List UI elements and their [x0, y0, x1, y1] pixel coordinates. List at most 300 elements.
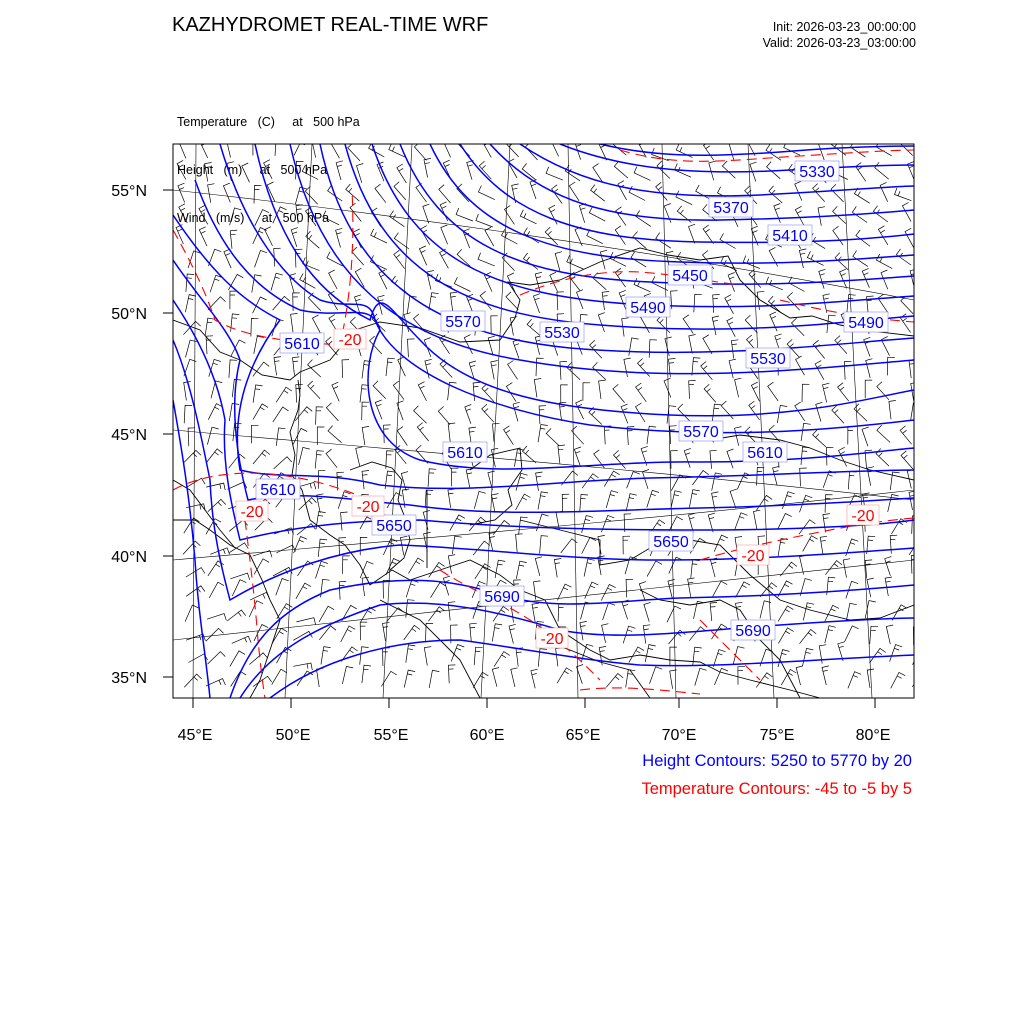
wind-barb	[418, 382, 426, 401]
wind-barb	[464, 335, 472, 354]
wind-barb	[636, 383, 647, 402]
wind-barb	[308, 381, 320, 399]
wind-barb	[210, 548, 229, 555]
wind-barb	[328, 291, 337, 310]
wind-barb	[360, 647, 369, 665]
wind-barb	[342, 360, 349, 378]
wind-barb	[208, 499, 226, 511]
wind-barb	[211, 381, 222, 398]
wind-barb	[448, 665, 455, 683]
wind-barb	[714, 535, 728, 552]
wind-barb	[494, 652, 510, 667]
wind-barb	[511, 604, 518, 623]
field-height: Height (m) at 500 hPa	[177, 163, 328, 177]
wind-barb	[210, 275, 222, 292]
wind-barb	[888, 357, 895, 375]
temp-label: -20	[540, 631, 564, 648]
wind-barb	[373, 381, 386, 399]
wind-barb	[408, 339, 415, 357]
height-label: 5450	[672, 268, 708, 285]
wind-barb	[183, 321, 200, 334]
wind-barb	[713, 295, 720, 313]
wind-barb	[511, 668, 518, 687]
lon-label: 70°E	[661, 727, 697, 744]
wind-barb	[902, 203, 911, 222]
wind-barb	[645, 645, 656, 663]
wind-barb	[569, 182, 579, 201]
wind-barb	[647, 561, 662, 577]
height-label: 5490	[630, 300, 666, 317]
wind-barb	[375, 184, 386, 203]
wind-barb	[223, 183, 230, 202]
wind-barb	[184, 405, 192, 423]
wind-barb	[478, 253, 495, 266]
wind-barb	[745, 315, 757, 333]
wind-barb	[678, 404, 691, 422]
wind-barb	[769, 425, 781, 443]
wind-barb	[823, 471, 836, 488]
wind-barb	[848, 427, 855, 445]
wind-barb	[709, 161, 716, 180]
wind-barb	[656, 182, 668, 200]
wind-barb	[629, 647, 644, 663]
wind-barb	[470, 623, 477, 642]
wind-barb	[844, 361, 851, 379]
wind-barb	[352, 247, 364, 265]
wind-barb	[362, 426, 369, 445]
wind-barb	[796, 666, 803, 685]
temperature-contour-legend: Temperature Contours: -45 to -5 by 5	[641, 780, 912, 798]
wind-barb	[703, 335, 712, 354]
wind-barb	[183, 450, 201, 463]
wind-barb	[291, 313, 298, 332]
height-label: 5330	[799, 164, 835, 181]
wind-barb	[296, 618, 315, 625]
wind-barb	[516, 561, 527, 579]
wind-barb	[206, 449, 223, 463]
wind-barb	[649, 340, 657, 358]
wind-barb	[397, 427, 407, 446]
wind-barb	[264, 160, 273, 179]
wind-barb	[428, 607, 444, 621]
wind-barb	[725, 295, 734, 314]
wind-barb	[624, 358, 631, 377]
wind-barb	[787, 292, 799, 310]
wind-barb	[492, 494, 499, 513]
wind-barb	[424, 158, 431, 177]
wind-barb	[866, 359, 873, 378]
wind-barb	[599, 380, 606, 399]
wind-barb	[242, 163, 250, 182]
wind-barb	[626, 579, 633, 597]
wind-barb	[474, 647, 482, 665]
wind-barb	[727, 449, 734, 468]
wind-barb	[712, 581, 727, 597]
wind-barb	[473, 541, 490, 555]
wind-barb	[452, 468, 459, 486]
height-label: 5570	[445, 314, 481, 331]
wind-barb	[534, 379, 541, 398]
wind-barb	[406, 645, 416, 663]
wind-barb	[890, 535, 897, 553]
wind-barb	[792, 318, 805, 336]
height-label: 5650	[376, 518, 412, 535]
wind-barb	[710, 558, 717, 577]
wind-barb	[480, 291, 491, 309]
wind-barb	[397, 164, 407, 183]
wind-barb	[276, 545, 295, 553]
valid-time: Valid: 2026-03-23_03:00:00	[762, 36, 916, 50]
wind-barb	[232, 636, 251, 643]
wind-barb	[689, 627, 706, 641]
wind-barb	[439, 185, 451, 203]
wind-barb	[626, 494, 637, 512]
wind-barb	[316, 407, 324, 425]
wind-barb	[341, 626, 356, 642]
wind-barb	[254, 186, 262, 204]
wind-barb	[443, 138, 450, 157]
wind-barb	[567, 255, 584, 269]
wind-barb	[561, 385, 568, 403]
lon-label: 65°E	[565, 727, 601, 744]
wind-barb	[253, 404, 268, 420]
wind-barb	[629, 338, 639, 356]
wind-barb	[914, 603, 930, 617]
wind-barb	[232, 580, 246, 596]
wind-barb	[429, 563, 445, 578]
wind-barb	[303, 257, 320, 270]
wind-barb	[414, 142, 426, 160]
wind-barb	[665, 337, 672, 356]
wind-barb	[623, 536, 630, 554]
wind-barb	[504, 426, 514, 445]
wind-barb	[329, 270, 338, 289]
wind-barb	[538, 492, 548, 510]
wind-barb	[275, 138, 283, 156]
wind-barb	[845, 626, 859, 642]
wind-barb	[789, 277, 805, 292]
wind-barb	[443, 576, 450, 595]
wind-barb	[458, 138, 470, 156]
height-label: 5610	[747, 445, 783, 462]
wind-barb	[644, 602, 651, 621]
wind-barb	[896, 249, 911, 265]
wind-barb	[823, 383, 830, 402]
wind-barb	[881, 270, 888, 289]
wind-barb	[527, 319, 541, 336]
wind-barb	[727, 318, 735, 337]
wind-barb	[769, 247, 778, 266]
wind-barb	[579, 204, 586, 223]
wind-barb	[291, 228, 298, 247]
wind-barb	[895, 188, 912, 201]
wind-barb	[900, 426, 912, 444]
wind-barb	[891, 673, 906, 689]
wind-barb	[183, 541, 200, 554]
wind-barb	[813, 430, 826, 447]
wind-barb	[339, 581, 346, 599]
wind-barb	[209, 582, 224, 598]
wind-barb	[683, 315, 693, 334]
wind-barb	[803, 648, 814, 666]
wind-barb	[321, 579, 330, 597]
wind-barb	[835, 253, 848, 270]
wind-barb	[840, 269, 847, 288]
wind-barb	[360, 537, 367, 555]
wind-barb	[551, 137, 559, 156]
wind-barb	[404, 670, 415, 688]
wind-barb	[670, 426, 677, 444]
wind-barb	[207, 427, 218, 444]
wind-barb	[801, 423, 811, 441]
wind-barb	[362, 471, 369, 490]
wind-barb	[557, 292, 564, 310]
wind-barb	[253, 450, 270, 464]
wind-barb	[770, 312, 777, 331]
wind-barb	[638, 359, 650, 377]
wind-barb	[606, 491, 618, 508]
wind-barb	[800, 468, 807, 486]
wind-barb	[293, 428, 307, 444]
wind-barb	[710, 602, 717, 621]
latitude-labels	[111, 183, 147, 687]
wind-barb	[488, 336, 495, 355]
wind-barb	[417, 423, 428, 441]
wind-barb	[664, 378, 671, 397]
wind-barb	[820, 536, 827, 555]
wind-barb	[768, 382, 778, 401]
wind-barb	[474, 491, 486, 508]
wind-barb	[536, 358, 544, 376]
wind-barb	[545, 227, 558, 245]
wind-barb	[516, 494, 531, 510]
wind-barb	[441, 225, 448, 244]
lat-label: 45°N	[111, 427, 147, 444]
wind-barb	[483, 138, 492, 157]
wind-barb	[877, 425, 890, 442]
wind-barb	[554, 559, 561, 578]
wind-barb	[328, 426, 342, 443]
wind-barb	[825, 605, 839, 621]
wind-barb	[414, 406, 427, 424]
wind-barb	[712, 316, 719, 335]
wind-barb	[593, 273, 606, 290]
wind-barb	[819, 645, 826, 664]
wind-barb	[838, 383, 849, 402]
wind-barb	[615, 268, 625, 287]
wind-barb	[341, 512, 348, 531]
wind-barb	[846, 603, 856, 621]
wind-barb	[603, 603, 615, 620]
wind-barb	[491, 316, 498, 334]
wind-barb	[316, 561, 328, 578]
wind-barb	[523, 253, 538, 269]
wind-barb	[506, 139, 518, 157]
wind-barb	[251, 319, 259, 337]
wind-barb	[555, 252, 562, 271]
wind-barb	[227, 610, 246, 621]
wind-barb	[331, 139, 340, 158]
wind-barb	[795, 181, 802, 200]
wind-barb	[253, 385, 263, 403]
wind-barb	[404, 625, 420, 640]
wind-barb	[425, 490, 433, 508]
wind-barb	[634, 278, 650, 292]
wind-barb	[831, 184, 844, 202]
wind-barb	[870, 648, 886, 663]
wind-barb	[274, 357, 281, 376]
wind-barb	[513, 402, 520, 421]
wind-barb	[448, 602, 455, 621]
wind-barb	[297, 524, 315, 535]
wind-barb	[294, 139, 308, 155]
wind-barb	[249, 601, 263, 617]
wind-barb	[255, 210, 269, 226]
wind-barb	[473, 672, 488, 687]
wind-barb	[602, 624, 609, 643]
wind-barb	[773, 466, 780, 485]
wind-barb	[546, 428, 559, 446]
wind-barb	[558, 604, 566, 622]
wind-barb	[722, 161, 735, 178]
wind-barb	[478, 186, 494, 200]
wind-barb	[206, 336, 213, 354]
wind-barb	[186, 586, 205, 597]
wind-barb	[626, 670, 636, 688]
lon-label: 55°E	[373, 727, 409, 744]
wind-barb	[889, 401, 896, 420]
wind-barb	[703, 225, 713, 244]
wind-barb	[580, 495, 588, 513]
wind-barb	[336, 161, 343, 180]
lat-label: 55°N	[111, 183, 147, 200]
wind-barb	[689, 381, 696, 399]
height-label: 5530	[750, 351, 786, 368]
wind-barb	[694, 294, 702, 312]
wind-barb	[813, 184, 825, 202]
wind-barb	[429, 293, 439, 311]
wind-barb	[177, 160, 186, 179]
field-temperature: Temperature (C) at 500 hPa	[177, 115, 360, 129]
wind-barb	[390, 211, 405, 227]
wind-barb	[610, 252, 626, 266]
wind-barb	[728, 273, 735, 292]
wind-barb	[710, 450, 717, 469]
lon-label: 50°E	[275, 727, 311, 744]
wind-barb	[179, 204, 188, 223]
wind-barb	[296, 583, 311, 599]
wind-barb	[185, 605, 199, 622]
wind-barb	[743, 256, 760, 269]
wind-barb	[862, 427, 869, 446]
wind-barb	[801, 447, 810, 465]
wind-barb	[825, 626, 836, 644]
wind-barb	[598, 313, 605, 332]
wind-barb	[704, 384, 716, 402]
wind-barb	[909, 491, 916, 510]
wind-barb	[230, 291, 237, 309]
wind-barb	[671, 451, 678, 469]
wind-barb	[228, 274, 243, 290]
wind-barb	[265, 227, 273, 246]
wind-barb	[876, 141, 892, 156]
lon-label: 45°E	[177, 727, 213, 744]
wind-barb	[913, 648, 926, 665]
wind-barb	[647, 490, 659, 507]
wind-barb	[774, 204, 781, 223]
wind-barb	[878, 294, 888, 313]
wind-barb	[688, 578, 695, 597]
wind-barb	[419, 246, 426, 265]
wind-barb	[336, 228, 343, 247]
wind-barb	[536, 514, 548, 531]
wind-barb	[254, 336, 264, 354]
wind-barb	[803, 603, 814, 621]
wind-barb	[362, 402, 369, 420]
wind-barb	[557, 668, 572, 683]
wind-barb	[318, 471, 325, 489]
wind-barb	[466, 469, 473, 488]
wind-barb	[777, 405, 787, 423]
height-label: 5530	[544, 325, 580, 342]
wind-barb	[299, 447, 310, 465]
wind-barb	[230, 208, 242, 225]
wind-barb	[338, 492, 350, 509]
wind-barb	[584, 559, 595, 577]
wind-barb	[533, 294, 540, 313]
wind-barb	[822, 666, 829, 685]
wind-barb	[799, 249, 806, 268]
wind-barb	[387, 608, 404, 622]
wind-barb	[249, 653, 267, 665]
height-contour-legend: Height Contours: 5250 to 5770 by 20	[642, 752, 912, 770]
wind-barb	[326, 403, 338, 421]
wind-barb	[326, 449, 337, 468]
wind-barb	[208, 404, 222, 420]
wind-barb	[914, 586, 931, 600]
wind-barb	[383, 648, 390, 666]
wind-barb	[199, 227, 207, 246]
wind-barb	[205, 163, 212, 182]
wind-barb	[531, 669, 538, 688]
wind-barb	[803, 536, 818, 552]
wind-barb	[815, 361, 824, 380]
wind-barb	[819, 269, 826, 288]
wind-barb	[712, 624, 728, 639]
wind-barb	[567, 362, 580, 379]
wind-barb	[582, 538, 596, 554]
wind-barb	[318, 539, 327, 557]
wind-barb	[800, 630, 817, 644]
wind-barb	[448, 555, 455, 574]
wind-barb	[556, 648, 563, 667]
wind-barb	[536, 472, 543, 491]
wind-barb	[229, 454, 246, 468]
wind-barb	[890, 645, 903, 662]
wind-barb	[802, 384, 809, 402]
lat-label: 50°N	[111, 306, 147, 323]
wind-barb	[911, 555, 918, 573]
wind-barb	[864, 337, 871, 356]
wind-barb	[778, 650, 789, 667]
wind-barb	[375, 400, 382, 419]
wind-barb	[619, 290, 626, 309]
wind-barb	[613, 384, 625, 402]
wind-barb	[315, 451, 324, 469]
wind-barb	[839, 447, 847, 466]
wind-barb	[580, 621, 587, 640]
lat-label: 35°N	[111, 670, 147, 687]
